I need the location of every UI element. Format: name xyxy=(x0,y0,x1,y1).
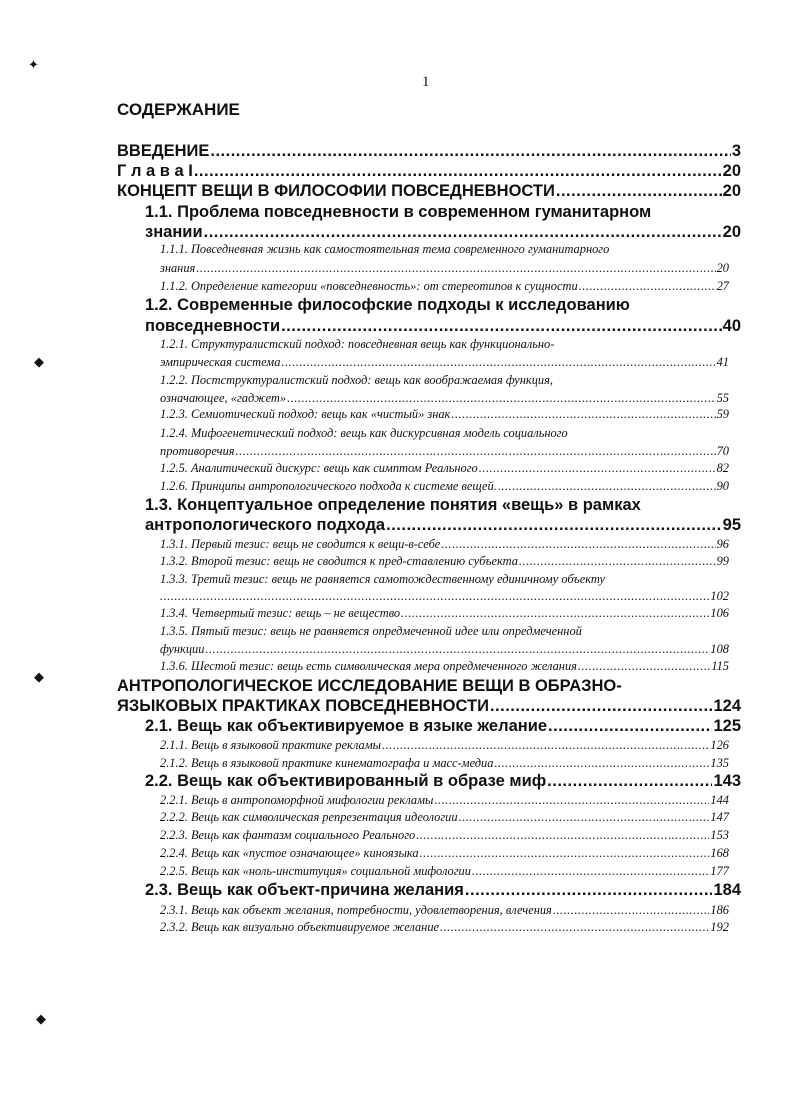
toc-1-2-3[interactable]: 1.2.3. Семиотический подход: вещь как «чистый» знак ..... 59 xyxy=(160,407,729,422)
toc-2-2-3[interactable]: 2.2.3. Вещь как фантазм социального Реального ..... 153 xyxy=(160,828,729,843)
toc-1-3-3[interactable]: ..... 102 xyxy=(160,589,729,604)
toc-1-1-1[interactable]: знания ..... 20 xyxy=(160,261,729,276)
toc-1-3-2[interactable]: 1.3.2. Второй тезис: вещь не сводится к пред-ставлению субъекта ..... 99 xyxy=(160,554,729,569)
toc-1-3-6[interactable]: 1.3.6. Шестой тезис: вещь есть символическая мера опредмеченного желания ..... 115 xyxy=(160,659,729,674)
toc-section-1-1[interactable]: знании ..... 20 xyxy=(145,223,741,242)
toc-2-2-2[interactable]: 2.2.2. Вещь как символическая репрезентация идеологии ..... 147 xyxy=(160,810,729,825)
toc-2-1-1[interactable]: 2.1.1. Вещь в языковой практике рекламы ..... 126 xyxy=(160,738,729,753)
toc-1-2-4[interactable]: противоречия ..... 70 xyxy=(160,444,729,459)
toc-2-2-5[interactable]: 2.2.5. Вещь как «ноль-институция» социальной мифологии ..... 177 xyxy=(160,864,729,879)
toc-1-1-1-line1: 1.1.1. Повседневная жизнь как самостоятельная тема современного гуманитарного xyxy=(160,242,610,256)
toc-section-1-2-line1: 1.2. Современные философские подходы к исследованию xyxy=(145,296,630,314)
toc-1-3-5[interactable]: функции ..... 108 xyxy=(160,642,729,657)
toc-2-1-2[interactable]: 2.1.2. Вещь в языковой практике кинематографа и масс-медиа ..... 135 xyxy=(160,756,729,771)
scan-mark-2: ◆ xyxy=(34,355,44,370)
toc-1-3-3-line1: 1.3.3. Третий тезис: вещь не равняется самотождественному единичному объекту xyxy=(160,572,605,586)
toc-2-3-1[interactable]: 2.3.1. Вещь как объект желания, потребности, удовлетворения, влечения ..... 186 xyxy=(160,903,729,918)
toc-chapter-1-title[interactable]: КОНЦЕПТ ВЕЩИ В ФИЛОСОФИИ ПОВСЕДНЕВНОСТИ ..... 20 xyxy=(117,182,741,201)
toc-1-3-1[interactable]: 1.3.1. Первый тезис: вещь не сводится к вещи-в-себе ..... 96 xyxy=(160,537,729,552)
toc-1-1-2[interactable]: 1.1.2. Определение категории «повседневность»: от стереотипов к сущности ..... 27 xyxy=(160,279,729,294)
toc-section-1-3-line1: 1.3. Концептуальное определение понятия «вещь» в рамках xyxy=(145,496,641,514)
toc-part-2[interactable]: ЯЗЫКОВЫХ ПРАКТИКАХ ПОВСЕДНЕВНОСТИ ..... 124 xyxy=(117,697,741,716)
toc-1-2-1-line1: 1.2.1. Структуралистский подход: повседневная вещь как функционально- xyxy=(160,337,555,351)
toc-intro[interactable]: ВВЕДЕНИЕ ..... 3 xyxy=(117,142,741,161)
page-number: 1 xyxy=(422,74,430,90)
page-title: СОДЕРЖАНИЕ xyxy=(117,100,240,119)
toc-1-3-4[interactable]: 1.3.4. Четвертый тезис: вещь – не вещество ..... 106 xyxy=(160,606,729,621)
scan-mark-3: ◆ xyxy=(34,670,44,685)
toc-2-2-4[interactable]: 2.2.4. Вещь как «пустое означающее» киноязыка ..... 168 xyxy=(160,846,729,861)
toc-section-2-3[interactable]: 2.3. Вещь как объект-причина желания ..... 184 xyxy=(145,881,741,900)
toc-chapter-1[interactable]: Г л а в а I ..... 20 xyxy=(117,162,741,181)
scan-mark-4: ◆ xyxy=(36,1012,46,1027)
toc-section-2-2[interactable]: 2.2. Вещь как объективированный в образе миф ..... 143 xyxy=(145,772,741,791)
toc-1-2-5[interactable]: 1.2.5. Аналитический дискурс: вещь как симптом Реального ..... 82 xyxy=(160,461,729,476)
toc-1-2-2[interactable]: означающее, «гаджет» ..... 55 xyxy=(160,391,729,406)
toc-section-1-1-line1: 1.1. Проблема повседневности в современном гуманитарном xyxy=(145,203,652,221)
toc-1-2-2-line1: 1.2.2. Постструктуралистский подход: вещь как воображаемая функция, xyxy=(160,373,553,387)
toc-section-1-3[interactable]: антропологического подхода ..... 95 xyxy=(145,516,741,535)
toc-section-1-2[interactable]: повседневности ..... 40 xyxy=(145,317,741,336)
toc-part-2-line1: АНТРОПОЛОГИЧЕСКОЕ ИССЛЕДОВАНИЕ ВЕЩИ В ОБРАЗНО- xyxy=(117,677,622,695)
toc-1-2-4-line1: 1.2.4. Мифогенетический подход: вещь как дискурсивная модель социального xyxy=(160,426,568,440)
toc-2-2-1[interactable]: 2.2.1. Вещь в антропоморфной мифологии рекламы ..... 144 xyxy=(160,793,729,808)
toc-2-3-2[interactable]: 2.3.2. Вещь как визуально объективируемое желание ..... 192 xyxy=(160,920,729,935)
toc-1-3-5-line1: 1.3.5. Пятый тезис: вещь не равняется опредмеченной идее или опредмеченной xyxy=(160,624,582,638)
toc-1-2-1[interactable]: эмпирическая система ..... 41 xyxy=(160,355,729,370)
toc-section-2-1[interactable]: 2.1. Вещь как объективируемое в языке желание ..... 125 xyxy=(145,717,741,736)
toc-1-2-6[interactable]: 1.2.6. Принципы антропологического подхода к системе вещей. ..... 90 xyxy=(160,479,729,494)
scan-mark-top: ✦ xyxy=(28,58,39,73)
